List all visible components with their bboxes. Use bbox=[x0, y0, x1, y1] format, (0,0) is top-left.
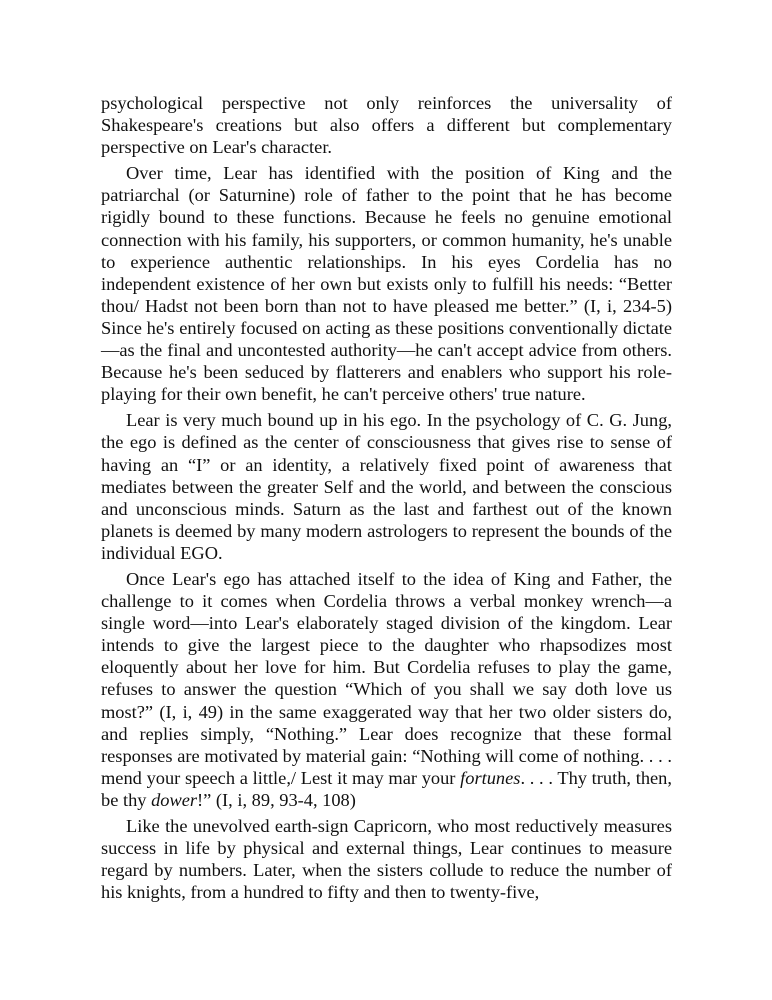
italic-fortunes: fortunes bbox=[460, 767, 521, 788]
paragraph-4 bbox=[101, 568, 672, 811]
paragraph-1: psychological perspective not only reinforces the universality of Shakespeare's creations but also offers a different but complementary perspective on Lear's character. bbox=[101, 93, 672, 158]
paragraph-4-text-c: !” (I, i, 89, 93-4, 108) bbox=[197, 789, 356, 810]
paragraph-4-text-a: Once Lear's ego has attached itself to the idea of King and Father, the challenge to it comes when Cordelia throws a verbal monkey wrench—a single word—into Lear's elaborately staged division of the kingdom. Lear intends to give the largest piece to the daughter who rhapsodizes most eloquently about her love for him. But Cordelia refuses to play the game, refuses to answer the question “Which of you shall we say doth love us most?” (I, i, 49) in the same exaggerated way that her two older sisters do, and replies simply, “Nothing.” Lear does recognize that these formal responses are motivated by material gain: “Nothing will come of nothing. . . . mend your speech a little,/ Lest it may mar your bbox=[101, 568, 672, 788]
paragraph-5: Like the unevolved earth-sign Capricorn, who most reductively measures success in life by physical and external things, Lear continues to measure regard by numbers. Later, when the sisters collude to reduce the number of his knights, from a hundred to fifty and then to twenty-five, bbox=[101, 816, 672, 903]
page-body bbox=[101, 92, 672, 903]
paragraph-2: Over time, Lear has identified with the position of King and the patriarchal (or Saturnine) role of father to the point that he has become rigidly bound to these functions. Because he feels no genuine emotional connection with his family, his supporters, or common humanity, he's unable to experience authentic relationships. In his eyes Cordelia has no independent existence of her own but exists only to fulfill his needs: “Better thou/ Hadst not been born than not to have pleased me better.” (I, i, 234-5) Since he's entirely focused on acting as these positions conventionally dictate—as the final and uncontested authority—he can't accept advice from others. Because he's been seduced by flatterers and enablers who support his role-playing for their own benefit, he can't perceive others' true nature. bbox=[101, 163, 672, 405]
italic-dower: dower bbox=[151, 789, 198, 810]
paragraph-4-text-b: . . . . Thy truth, then, be thy bbox=[101, 767, 672, 810]
paragraph-3: Lear is very much bound up in his ego. In the psychology of C. G. Jung, the ego is defined as the center of consciousness that gives rise to sense of having an “I” or an identity, a relatively fixed point of awareness that mediates between the greater Self and the world, and between the conscious and unconscious minds. Saturn as the last and farthest out of the known planets is deemed by many modern astrologers to represent the bounds of the individual EGO. bbox=[101, 410, 672, 563]
